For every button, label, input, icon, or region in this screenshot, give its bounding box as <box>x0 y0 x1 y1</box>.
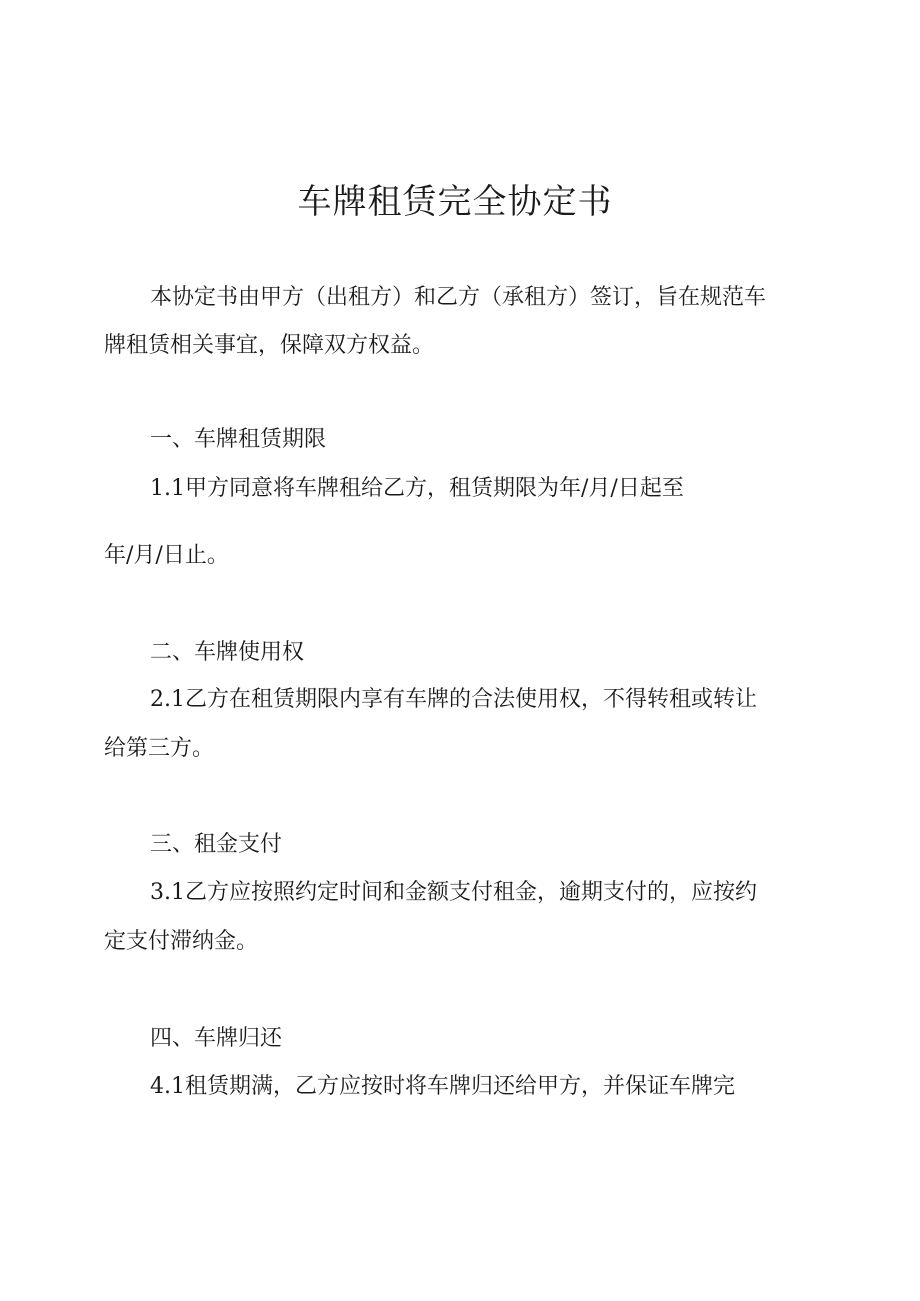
section-2-heading: 二、车牌使用权 <box>150 640 305 665</box>
section-2-clause-line-1: 2.1乙方在租赁期限内享有车牌的合法使用权，不得转租或转让 <box>150 687 757 712</box>
section-1-clause-line-2: 年/月/日止。 <box>104 543 229 568</box>
section-4-clause-line-1: 4.1租赁期满，乙方应按时将车牌归还给甲方，并保证车牌完 <box>150 1074 735 1099</box>
section-1-clause-line-1: 1.1甲方同意将车牌租给乙方，租赁期限为年/月/日起至 <box>150 476 684 501</box>
intro-line-1: 本协定书由甲方（出租方）和乙方（承租方）签订，旨在规范车 <box>150 285 767 310</box>
section-4-heading: 四、车牌归还 <box>150 1026 283 1051</box>
section-3-heading: 三、租金支付 <box>150 832 283 857</box>
section-3-clause-line-1: 3.1乙方应按照约定时间和金额支付租金，逾期支付的，应按约 <box>150 880 757 905</box>
section-2-clause-line-2: 给第三方。 <box>104 736 215 761</box>
intro-line-2: 牌租赁相关事宜，保障双方权益。 <box>104 333 435 358</box>
document-title: 车牌租赁完全协定书 <box>297 182 613 222</box>
section-1-heading: 一、车牌租赁期限 <box>150 427 327 452</box>
section-3-clause-line-2: 定支付滞纳金。 <box>104 929 259 954</box>
